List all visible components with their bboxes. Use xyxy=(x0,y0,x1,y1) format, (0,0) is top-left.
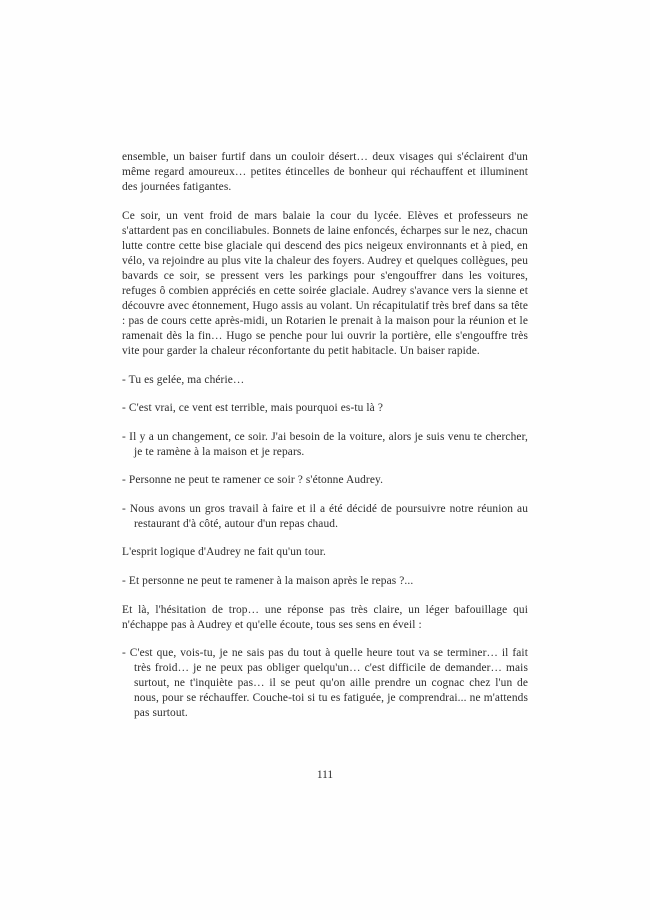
dialogue-line: - C'est vrai, ce vent est terrible, mais pourquoi es-tu là ? xyxy=(122,402,383,415)
dialogue-line: - Personne ne peut te ramener ce soir ? s'étonne Audrey. xyxy=(122,474,384,487)
page-number: 111 xyxy=(316,769,334,781)
page-text-column xyxy=(122,150,528,721)
dialogue-line: - Il y a un changement, ce soir. J'ai besoin de la voiture, alors je suis venu te chercher, je te ramène à la maison et je repars. xyxy=(122,430,528,458)
dialogue-line: - Et personne ne peut te ramener à la maison après le repas ?... xyxy=(122,574,414,587)
dialogue-line: - Tu es gelée, ma chérie… xyxy=(122,373,245,386)
paragraph: Ce soir, un vent froid de mars balaie la cour du lycée. Elèves et professeurs ne s'attardent pas en conciliabules. Bonnets de laine enfoncés, écharpes sur le nez, chacun lutte contre cette bise glaciale qui descend des pics neigeux environnants et à pied, en vélo, va rejoindre au plus vite la chaleur des foyers. Audrey et quelques collègues, peu bavards ce soir, se pressent vers les parkings pour s'engouffrer dans les voitures, refuges ô combien appréciés en cette soirée glaciale. Audrey s'avance vers la sienne et découvre avec étonnement, Hugo assis au volant. Un récapitulatif très bref dans sa tête : pas de cours cette après-midi, un Rotarien le prenait à la maison pour la réunion et le ramenait dès la fin… Hugo se penche pour lui ouvrir la portière, elle s'engouffre très vite pour garder la chaleur réconfortante du petit habitacle. Un baiser rapide. xyxy=(122,209,528,358)
dialogue-line: - Nous avons un gros travail à faire et il a été décidé de poursuivre notre réunion au restaurant d'à côté, autour d'un repas chaud. xyxy=(122,502,528,530)
paragraph: L'esprit logique d'Audrey ne fait qu'un tour. xyxy=(122,546,326,559)
paragraph: Et là, l'hésitation de trop… une réponse pas très claire, un léger bafouillage qui n'échappe pas à Audrey et qu'elle écoute, tous ses sens en éveil : xyxy=(122,603,528,631)
paragraph: ensemble, un baiser furtif dans un couloir désert… deux visages qui s'éclairent d'un même regard amoureux… petites étincelles de bonheur qui réchauffent et illuminent des journées fatigantes. xyxy=(122,151,528,194)
dialogue-line: - C'est que, vois-tu, je ne sais pas du tout à quelle heure tout va se terminer… il fait très froid… je ne peux pas obliger quelqu'un… c'est difficile de demander… mais surtout, ne t'inquiète pas… il se peut qu'on aille prendre un cognac chez l'un de nous, pour se réchauffer. Couche-toi si tu es fatiguée, je comprendrai... ne m'attends pas surtout. xyxy=(122,647,528,720)
